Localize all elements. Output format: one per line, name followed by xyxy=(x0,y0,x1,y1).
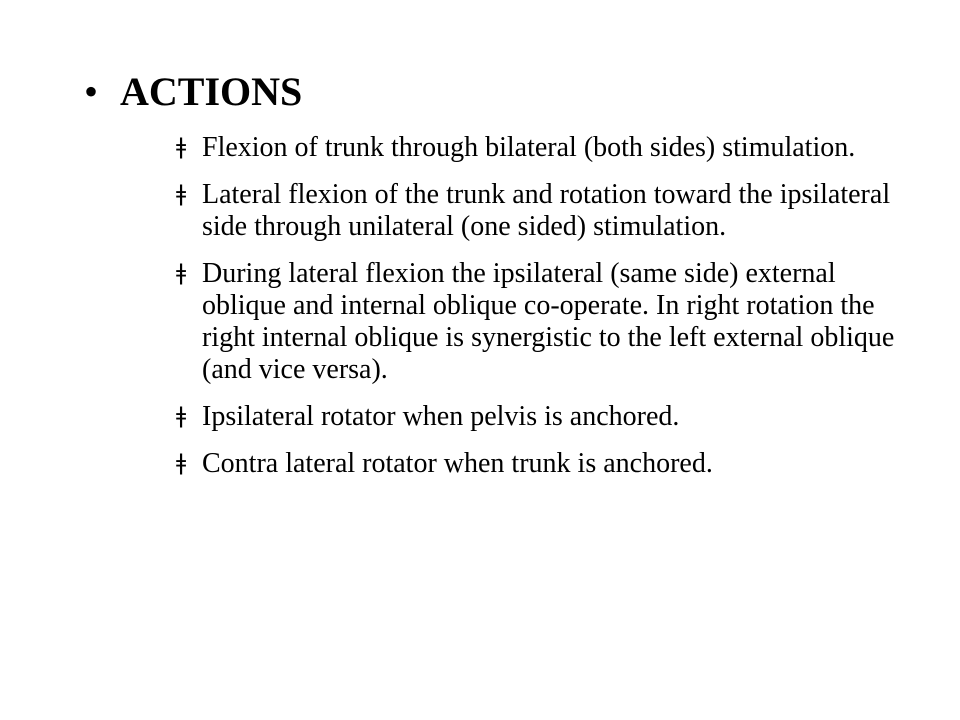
double-dagger-icon: ǂ xyxy=(176,182,187,207)
double-dagger-icon: ǂ xyxy=(176,261,187,286)
list-item xyxy=(176,258,896,386)
bullet-dot-icon: • xyxy=(84,69,99,114)
action-list xyxy=(176,132,896,495)
heading-row xyxy=(84,69,303,114)
slide-heading: ACTIONS xyxy=(120,69,303,114)
list-item xyxy=(176,448,896,480)
list-item-text: Lateral flexion of the trunk and rotation toward the ipsilateral side through unilateral (one sided) stimulation. xyxy=(202,179,891,242)
list-item xyxy=(176,401,896,433)
list-item-text: Contra lateral rotator when trunk is anchored. xyxy=(202,448,713,479)
list-item xyxy=(176,132,896,164)
double-dagger-icon: ǂ xyxy=(176,451,187,476)
list-item-text: Ipsilateral rotator when pelvis is anchored. xyxy=(202,401,680,432)
list-item xyxy=(176,179,896,243)
list-item-text: Flexion of trunk through bilateral (both sides) stimulation. xyxy=(202,132,856,163)
double-dagger-icon: ǂ xyxy=(176,404,187,429)
list-item-text: During lateral flexion the ipsilateral (same side) external oblique and internal oblique co-operate. In right rotation the right internal oblique is synergistic to the left external oblique (and vice versa). xyxy=(202,258,895,385)
double-dagger-icon: ǂ xyxy=(176,135,187,160)
